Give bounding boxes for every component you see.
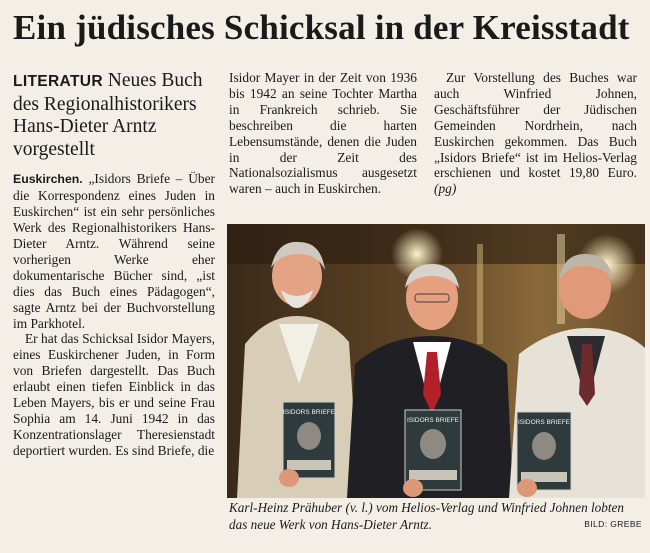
svg-text:ISIDORS BRIEFE: ISIDORS BRIEFE bbox=[282, 409, 336, 416]
paragraph-continued: Isidor Mayer in der Zeit von 1936 bis 1942 an seine Tochter Martha in Frankreich schrieb. Sie beschreiben die harten Lebensumstände, denen die Juden in der Zeit des Nationalsozialismus ausgesetzt waren – auch in Euskirchen. bbox=[229, 70, 417, 197]
kicker-text: Neues Buch des Regionalhistorikers Hans-Dieter Arntz vorgestellt bbox=[13, 70, 203, 160]
headline: Ein jüdisches Schicksal in der Kreisstadt bbox=[13, 8, 630, 47]
book-right bbox=[517, 412, 571, 490]
book-middle bbox=[405, 410, 461, 490]
dateline: Euskirchen. bbox=[13, 172, 83, 187]
svg-text:ISIDORS BRIEFE: ISIDORS BRIEFE bbox=[517, 419, 571, 426]
book-left bbox=[283, 402, 336, 478]
column-1 bbox=[13, 70, 215, 459]
lead-paragraph bbox=[13, 171, 215, 331]
author-initials: (pg) bbox=[434, 181, 457, 197]
paragraph-3 bbox=[434, 70, 637, 197]
article-photo bbox=[227, 224, 645, 498]
column-2 bbox=[229, 70, 417, 197]
photo-caption: Karl-Heinz Prähuber (v. l.) vom Helios-Verlag und Winfried Johnen lobten das neue Werk von Hans-Dieter Arntz. bbox=[229, 500, 624, 532]
photo-credit: BILD: GREBE bbox=[584, 519, 642, 529]
svg-text:ISIDORS BRIEFE: ISIDORS BRIEFE bbox=[406, 417, 460, 424]
article-body-start bbox=[13, 171, 215, 458]
kicker bbox=[13, 70, 215, 161]
column-3 bbox=[434, 70, 637, 197]
kicker-keyword: LITERATUR bbox=[13, 73, 103, 90]
paragraph-2: Er hat das Schicksal Isidor Mayers, eines Euskirchener Juden, in Form von Briefen dargestellt. Das Buch erlaubt einen tiefen Einblick in das Leben Mayers, bis er und seine Frau Sophia am 14. Juni 1942 in das Konzentrationslager Theresienstadt deportiert wurden. Es sind Briefe, die bbox=[13, 331, 215, 458]
lead-text: „Isidors Briefe – Über die Korrespondenz eines Juden in Euskirchen“ ist ein sehr persönliches Werk des Regionalhistorikers Hans-Dieter Arntz. Während seine vorherigen Werke eher dokumentarische Bücher sind, „ist dies das Buch eines Pädagogen“, sagte Arntz bei der Buchvorstellung im Parkhotel. bbox=[13, 171, 215, 331]
paragraph-3-text: Zur Vorstellung des Buches war auch Winfried Johnen, Geschäftsführer der Jüdischen Gemeinden Nordrhein, nach Euskirchen gekommen. Das Buch „Isidors Briefe“ ist im Helios-Verlag erschienen und kostet 19,80 Euro. bbox=[434, 70, 637, 181]
